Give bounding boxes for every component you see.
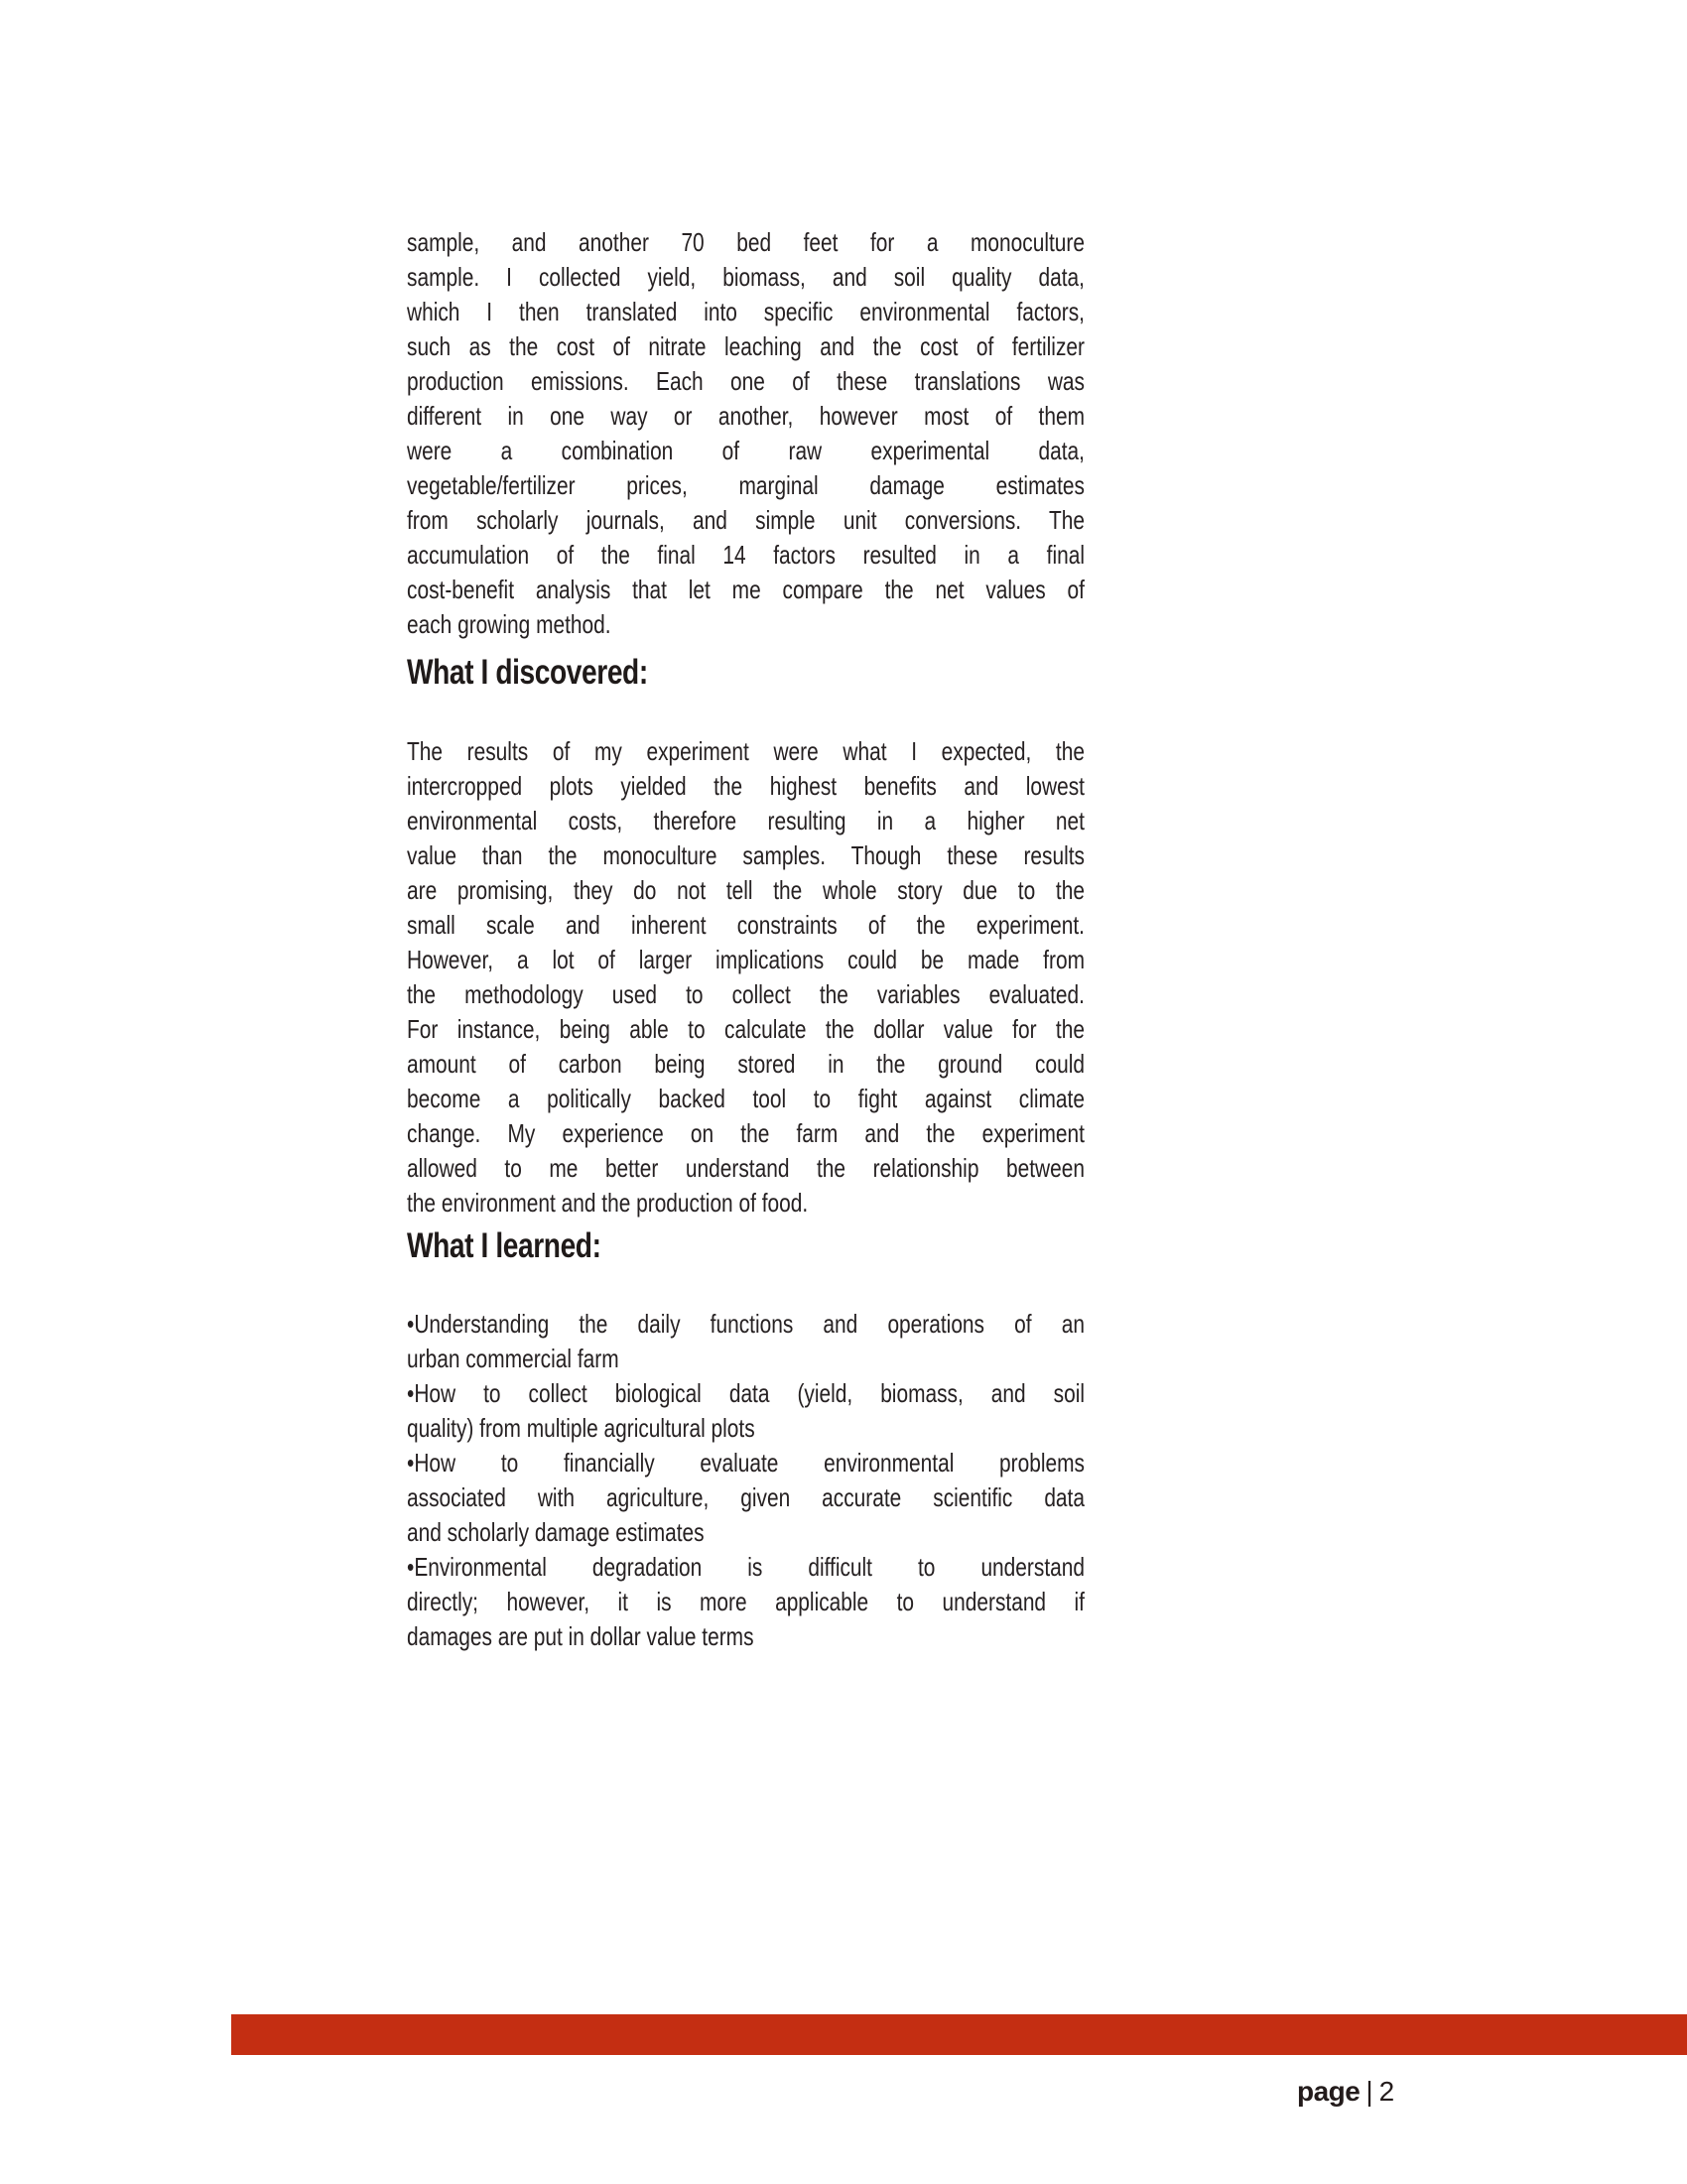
text-line: become a politically backed tool to fight against climate xyxy=(407,1084,1085,1113)
heading-what-i-learned: What I learned: xyxy=(407,1226,601,1265)
text-line: from scholarly journals, and simple unit conversions. The xyxy=(407,505,1085,535)
text-line: •How to collect biological data (yield, biomass, and soil xyxy=(407,1378,1085,1408)
text-line: which I then translated into specific environmental factors, xyxy=(407,297,1085,326)
text-line: sample. I collected yield, biomass, and soil quality data, xyxy=(407,262,1085,292)
text-line: associated with agriculture, given accurate scientific data xyxy=(407,1482,1085,1512)
text-line: intercropped plots yielded the highest benefits and lowest xyxy=(407,771,1085,801)
text-line: are promising, they do not tell the whole story due to the xyxy=(407,875,1085,905)
text-line: vegetable/fertilizer prices, marginal damage estimates xyxy=(407,470,1085,500)
page-number-label: page xyxy=(1297,2076,1361,2107)
page-number xyxy=(1297,2075,1394,2109)
heading-what-i-discovered: What I discovered: xyxy=(407,653,648,692)
text-line: different in one way or another, however most of them xyxy=(407,401,1085,431)
text-line: value than the monoculture samples. Though these results xyxy=(407,840,1085,870)
bullet-item xyxy=(407,1376,1085,1446)
paragraph-methodology xyxy=(407,225,1085,642)
bullet-item xyxy=(407,1307,1085,1376)
text-line: However, a lot of larger implications could be made from xyxy=(407,945,1085,974)
bullet-item xyxy=(407,1550,1085,1654)
text-line: allowed to me better understand the relationship between xyxy=(407,1153,1085,1183)
text-line: and scholarly damage estimates xyxy=(407,1517,705,1547)
page-number-value: 2 xyxy=(1378,2076,1395,2107)
bullet-item xyxy=(407,1446,1085,1550)
text-line: urban commercial farm xyxy=(407,1344,619,1373)
text-line: •Understanding the daily functions and operations of an xyxy=(407,1309,1085,1339)
text-line: For instance, being able to calculate the dollar value for the xyxy=(407,1014,1085,1044)
text-line: directly; however, it is more applicable to understand if xyxy=(407,1587,1085,1616)
text-line: environmental costs, therefore resulting in a higher net xyxy=(407,806,1085,835)
text-line: accumulation of the final 14 factors resulted in a final xyxy=(407,540,1085,570)
text-line: quality) from multiple agricultural plots xyxy=(407,1413,755,1443)
bullet-list xyxy=(407,1307,1085,1654)
text-line: were a combination of raw experimental data, xyxy=(407,436,1085,465)
text-line: the environment and the production of food. xyxy=(407,1188,809,1218)
text-column xyxy=(407,0,1085,2184)
text-line: damages are put in dollar value terms xyxy=(407,1621,754,1651)
text-line: small scale and inherent constraints of the experiment. xyxy=(407,910,1085,940)
text-line: •Environmental degradation is difficult to understand xyxy=(407,1552,1085,1582)
text-line: the methodology used to collect the variables evaluated. xyxy=(407,979,1085,1009)
text-line: •How to financially evaluate environmental problems xyxy=(407,1448,1085,1477)
footer-accent-bar xyxy=(231,2014,1687,2055)
text-line: The results of my experiment were what I expected, the xyxy=(407,736,1085,766)
text-line: production emissions. Each one of these translations was xyxy=(407,366,1085,396)
paragraph-results xyxy=(407,734,1085,1220)
text-line: change. My experience on the farm and the experiment xyxy=(407,1118,1085,1148)
text-line: sample, and another 70 bed feet for a monoculture xyxy=(407,227,1085,257)
text-line: cost-benefit analysis that let me compare the net values of xyxy=(407,575,1085,604)
text-line: amount of carbon being stored in the ground could xyxy=(407,1049,1085,1079)
text-line: each growing method. xyxy=(407,609,611,639)
text-line: such as the cost of nitrate leaching and the cost of fertilizer xyxy=(407,331,1085,361)
page-number-separator: | xyxy=(1365,2076,1373,2107)
